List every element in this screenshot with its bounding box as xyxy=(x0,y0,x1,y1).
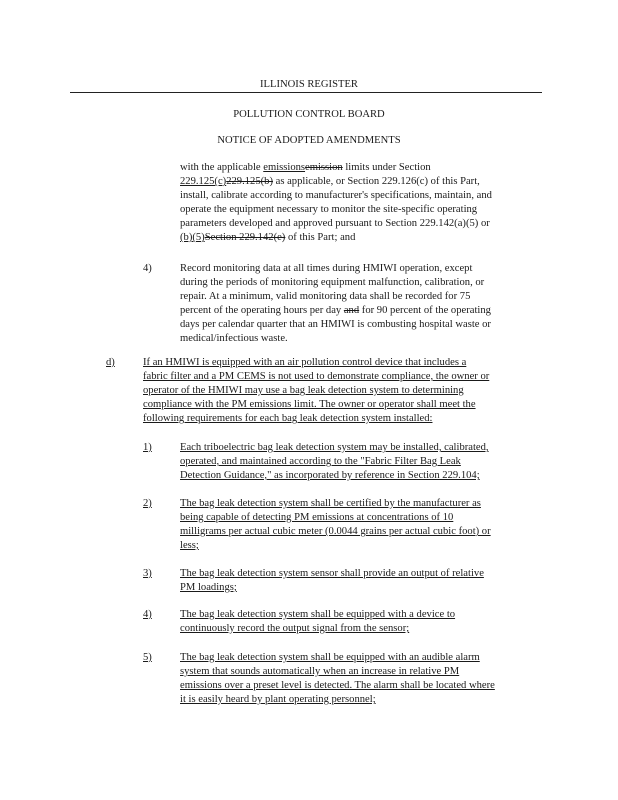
section-d-paragraph xyxy=(143,356,489,426)
subitem-4-paragraph xyxy=(180,608,455,636)
text-line: The bag leak detection system shall be certified by the manufacturer as xyxy=(180,498,481,509)
item-number: 2) xyxy=(143,498,152,509)
text-line: Record monitoring data at all times during HMIWI operation, except xyxy=(180,263,473,274)
text-line: Detection Guidance," as incorporated by reference in Section 229.104; xyxy=(180,470,480,481)
text-line: days per calendar quarter that an HMIWI is combusting hospital waste or xyxy=(180,319,491,330)
item-number: 4) xyxy=(143,609,152,620)
text-line: percent of the operating hours per day and for 90 percent of the operating xyxy=(180,305,491,316)
subitem-2-paragraph xyxy=(180,497,491,553)
text-line: compliance with the PM emissions limit. The owner or operator shall meet the xyxy=(143,399,476,410)
text-line: (b)(5)Section 229.142(e) of this Part; and xyxy=(180,232,356,243)
item-4-paragraph xyxy=(180,262,491,346)
text-line: operator of the HMIWI may use a bag leak detection system to determining xyxy=(143,385,464,396)
text-line: operate the equipment necessary to monitor the site-specific operating xyxy=(180,204,478,215)
item-number: 3) xyxy=(143,568,152,579)
text-line: PM loadings; xyxy=(180,582,237,593)
text-line: If an HMIWI is equipped with an air pollution control device that includes a xyxy=(143,357,467,368)
text-line: system that sounds automatically when an increase in relative PM xyxy=(180,666,460,677)
text-line: with the applicable emissionsemission limits under Section xyxy=(180,162,431,173)
section-number: d) xyxy=(106,357,115,368)
text-line: install, calibrate according to manufacturer's specifications, maintain, and xyxy=(180,190,492,201)
board-title: POLLUTION CONTROL BOARD xyxy=(233,109,385,120)
text-line: 229.125(c)229.125(b) as applicable, or Section 229.126(c) of this Part, xyxy=(180,176,480,187)
text-line: medical/infectious waste. xyxy=(180,333,288,344)
text-line: following requirements for each bag leak detection system installed: xyxy=(143,413,433,424)
text-line: The bag leak detection system shall be equipped with an audible alarm xyxy=(180,652,480,663)
text-line: The bag leak detection system sensor shall provide an output of relative xyxy=(180,568,484,579)
text-line: parameters developed and approved pursuant to Section 229.142(a)(5) or xyxy=(180,218,490,229)
text-line: operated, and maintained according to the "Fabric Filter Bag Leak xyxy=(180,456,461,467)
notice-title: NOTICE OF ADOPTED AMENDMENTS xyxy=(217,135,401,146)
subitem-3-paragraph xyxy=(180,567,484,595)
text-line: The bag leak detection system shall be equipped with a device to xyxy=(180,609,456,620)
header-rule xyxy=(70,92,542,93)
text-line: less; xyxy=(180,540,199,551)
item-number: 5) xyxy=(143,652,152,663)
subitem-5-paragraph xyxy=(180,651,495,707)
text-line: emissions over a preset level is detected. The alarm shall be located where xyxy=(180,680,495,691)
item-number: 1) xyxy=(143,442,152,453)
text-line: it is easily heard by plant operating personnel; xyxy=(180,694,376,705)
continuation-paragraph xyxy=(180,161,492,245)
text-line: during the periods of monitoring equipment malfunction, calibration, or xyxy=(180,277,485,288)
text-line: continuously record the output signal from the sensor; xyxy=(180,623,410,634)
text-line: being capable of detecting PM emissions at concentrations of 10 xyxy=(180,512,454,523)
text-line: milligrams per actual cubic meter (0.0044 grains per actual cubic foot) or xyxy=(180,526,491,537)
text-line: Each triboelectric bag leak detection system may be installed, calibrated, xyxy=(180,442,489,453)
subitem-1-paragraph xyxy=(180,441,489,483)
text-line: repair. At a minimum, valid monitoring data shall be recorded for 75 xyxy=(180,291,471,302)
item-number: 4) xyxy=(143,263,152,274)
text-line: fabric filter and a PM CEMS is not used to demonstrate compliance, the owner or xyxy=(143,371,490,382)
register-title: ILLINOIS REGISTER xyxy=(260,79,358,90)
